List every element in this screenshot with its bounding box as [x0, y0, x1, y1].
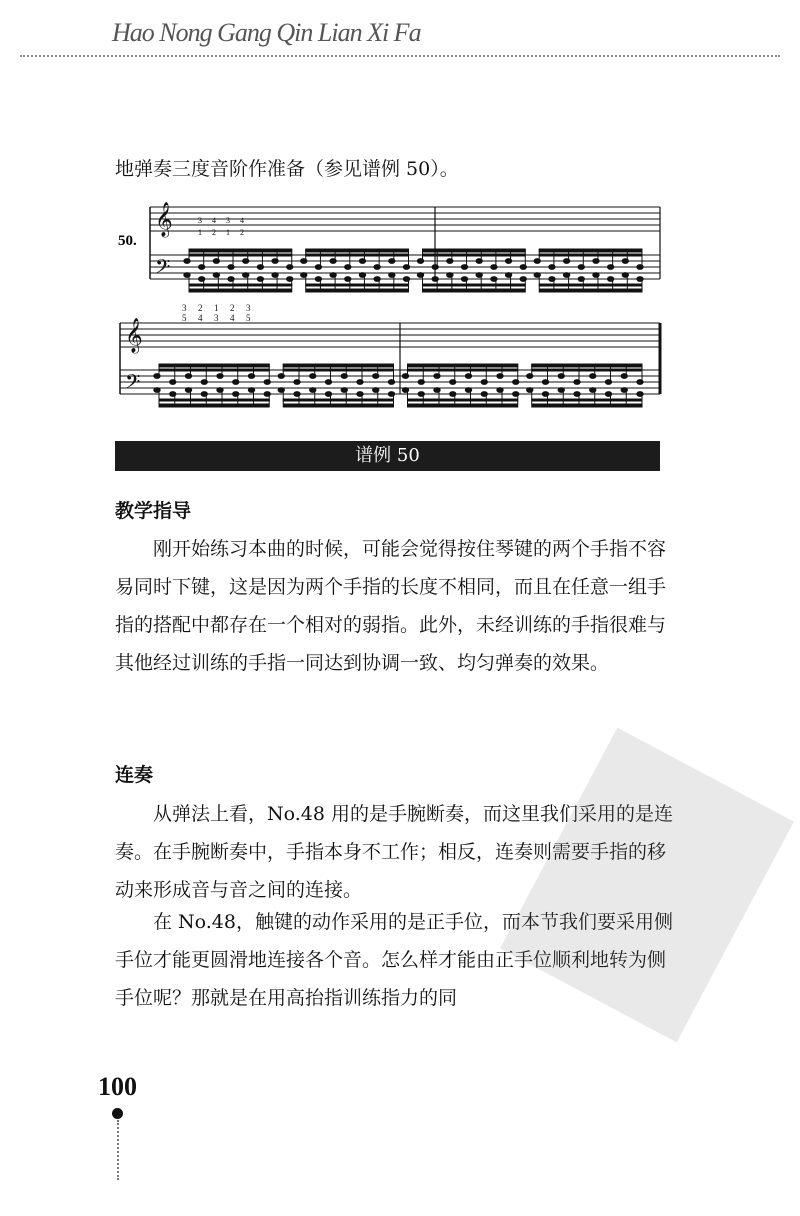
bass-clef-icon: 𝄢	[155, 255, 171, 283]
note-head	[417, 273, 423, 278]
beam	[159, 364, 269, 367]
beam	[306, 249, 409, 252]
note-head	[310, 374, 316, 379]
example-number: 50.	[118, 233, 137, 249]
bass-clef-icon: 𝄢	[125, 370, 141, 398]
note-head	[301, 273, 307, 278]
note-head	[272, 273, 278, 278]
fingering-number: 2	[240, 228, 244, 237]
fingering-number: 3	[246, 303, 251, 313]
note-head	[154, 388, 160, 393]
note-head	[388, 392, 394, 397]
note-head	[170, 392, 176, 397]
beam	[423, 249, 526, 252]
note-head	[341, 388, 347, 393]
fingering-number: 2	[212, 228, 216, 237]
note-head	[622, 273, 628, 278]
note-head	[170, 380, 176, 385]
note-head	[154, 374, 160, 379]
beam	[159, 404, 269, 407]
note-head	[505, 273, 511, 278]
note-head	[549, 265, 555, 270]
note-head	[461, 265, 467, 270]
note-head	[563, 259, 569, 264]
note-head	[513, 380, 519, 385]
fingering-number: 3	[226, 216, 230, 225]
beam	[408, 404, 518, 407]
section-body-legato-1: 从弹法上看，No.48 用的是手腕断奏，而这里我们采用的是连奏。在手腕断奏中，手指本身不工作；相反，连奏则需要手指的移动来形成音与音之间的连接。	[115, 803, 673, 901]
note-head	[257, 277, 263, 282]
beam	[283, 364, 393, 367]
note-head	[374, 277, 380, 282]
note-head	[637, 277, 643, 282]
note-head	[248, 388, 254, 393]
note-head	[527, 388, 533, 393]
fingering-number: 3	[198, 216, 202, 225]
beam	[532, 399, 642, 401]
beam	[539, 254, 642, 256]
note-head	[243, 273, 249, 278]
page-number: 100	[98, 1072, 137, 1101]
note-head	[315, 277, 321, 282]
beam	[532, 404, 642, 407]
beam	[306, 254, 409, 256]
note-head	[357, 392, 363, 397]
note-head	[637, 380, 643, 385]
section-heading-teaching: 教学指导	[115, 500, 192, 522]
page-number-bullet	[112, 1108, 123, 1119]
beam	[532, 369, 642, 371]
note-head	[476, 273, 482, 278]
note-head	[432, 265, 438, 270]
note-head	[310, 388, 316, 393]
note-head	[450, 380, 456, 385]
beam	[408, 364, 518, 367]
note-head	[359, 273, 365, 278]
section-heading-legato: 连奏	[115, 764, 154, 786]
note-head	[287, 277, 293, 282]
note-head	[476, 259, 482, 264]
section-body-legato-2: 在 No.48，触键的动作采用的是正手位，而本节我们要采用侧手位才能更圆滑地连接各个音。怎么样才能由正手位顺利地转为侧手位呢？那就是在用高抬指训练指力的同	[115, 911, 673, 1009]
note-head	[301, 259, 307, 264]
beam	[189, 289, 292, 292]
note-head	[578, 265, 584, 270]
note-head	[558, 388, 564, 393]
note-head	[542, 392, 548, 397]
note-head	[198, 265, 204, 270]
fingering-number: 2	[230, 303, 235, 313]
section-body-teaching: 刚开始练习本曲的时候，可能会觉得按住琴键的两个手指不容易同时下键，这是因为两个手指的长度不相同，而且在任意一组手指的搭配中都存在一个相对的弱指。此外，未经训练的手指很难与其他经过训练的手指一同达到协调一致、均匀弹奏的效果。	[115, 538, 667, 674]
fingering-number: 4	[198, 313, 203, 323]
note-head	[233, 392, 239, 397]
beam	[408, 399, 518, 401]
note-head	[465, 388, 471, 393]
fingering-number: 3	[214, 313, 219, 323]
note-head	[185, 374, 191, 379]
note-head	[264, 392, 270, 397]
note-head	[605, 392, 611, 397]
beam	[423, 254, 526, 256]
beam	[189, 284, 292, 286]
note-head	[184, 259, 190, 264]
note-head	[373, 374, 379, 379]
beam	[189, 254, 292, 256]
note-head	[389, 273, 395, 278]
running-header-title: Hao Nong Gang Qin Lian Xi Fa	[112, 18, 421, 47]
fingering-number: 4	[212, 216, 216, 225]
note-head	[403, 265, 409, 270]
note-head	[228, 265, 234, 270]
note-head	[233, 380, 239, 385]
note-head	[345, 277, 351, 282]
note-head	[605, 380, 611, 385]
fingering-number: 4	[240, 216, 244, 225]
note-head	[325, 380, 331, 385]
example-caption: 谱例 50	[115, 441, 660, 471]
note-head	[434, 388, 440, 393]
note-head	[513, 392, 519, 397]
fingering-number: 5	[182, 313, 187, 323]
note-head	[447, 273, 453, 278]
note-head	[481, 392, 487, 397]
note-head	[622, 259, 628, 264]
note-head	[330, 273, 336, 278]
note-head	[590, 388, 596, 393]
note-head	[481, 380, 487, 385]
note-head	[578, 277, 584, 282]
note-head	[450, 392, 456, 397]
beam	[539, 284, 642, 286]
note-head	[621, 388, 627, 393]
note-head	[593, 273, 599, 278]
note-head	[491, 265, 497, 270]
note-head	[213, 259, 219, 264]
fingering-number: 3	[182, 303, 187, 313]
beam	[423, 284, 526, 286]
note-head	[497, 374, 503, 379]
note-head	[272, 259, 278, 264]
note-head	[434, 374, 440, 379]
note-head	[287, 265, 293, 270]
note-head	[607, 265, 613, 270]
beam	[283, 404, 393, 407]
note-head	[563, 273, 569, 278]
note-head	[264, 380, 270, 385]
note-head	[374, 265, 380, 270]
note-head	[341, 374, 347, 379]
note-head	[574, 380, 580, 385]
note-head	[574, 392, 580, 397]
beam	[423, 289, 526, 292]
note-head	[228, 277, 234, 282]
beam	[283, 399, 393, 401]
beam	[189, 249, 292, 252]
note-head	[257, 265, 263, 270]
note-head	[315, 265, 321, 270]
beam	[159, 369, 269, 371]
note-head	[278, 388, 284, 393]
note-head	[417, 259, 423, 264]
note-head	[590, 374, 596, 379]
margin-dotted-line	[117, 1120, 119, 1180]
note-head	[388, 380, 394, 385]
note-head	[497, 388, 503, 393]
note-head	[373, 388, 379, 393]
note-head	[198, 277, 204, 282]
note-head	[491, 277, 497, 282]
note-head	[447, 259, 453, 264]
note-head	[534, 259, 540, 264]
note-head	[278, 374, 284, 379]
note-head	[558, 374, 564, 379]
beam	[306, 289, 409, 292]
note-head	[593, 259, 599, 264]
note-head	[403, 277, 409, 282]
note-head	[294, 392, 300, 397]
note-head	[542, 380, 548, 385]
note-head	[359, 259, 365, 264]
note-head	[607, 277, 613, 282]
treble-clef-icon: 𝄞	[155, 202, 173, 237]
music-score-example-50	[110, 195, 665, 435]
note-head	[520, 277, 526, 282]
note-head	[534, 273, 540, 278]
note-head	[465, 374, 471, 379]
beam	[408, 369, 518, 371]
note-head	[201, 392, 207, 397]
note-head	[357, 380, 363, 385]
note-head	[549, 277, 555, 282]
note-head	[184, 273, 190, 278]
fingering-number: 4	[230, 313, 235, 323]
note-head	[402, 388, 408, 393]
note-head	[325, 392, 331, 397]
note-head	[345, 265, 351, 270]
note-head	[461, 277, 467, 282]
note-head	[294, 380, 300, 385]
note-head	[418, 380, 424, 385]
beam	[532, 364, 642, 367]
beam	[283, 369, 393, 371]
note-head	[330, 259, 336, 264]
fingering-number: 1	[198, 228, 202, 237]
note-head	[418, 392, 424, 397]
note-head	[213, 273, 219, 278]
note-head	[248, 374, 254, 379]
note-head	[243, 259, 249, 264]
header-rule	[20, 55, 780, 57]
intro-text: 地弹奏三度音阶作准备（参见谱例 50）。	[115, 158, 459, 180]
note-head	[637, 265, 643, 270]
note-head	[389, 259, 395, 264]
fingering-number: 1	[226, 228, 230, 237]
note-head	[520, 265, 526, 270]
note-head	[201, 380, 207, 385]
note-head	[185, 388, 191, 393]
beam	[306, 284, 409, 286]
note-head	[217, 388, 223, 393]
note-head	[432, 277, 438, 282]
note-head	[637, 392, 643, 397]
note-head	[402, 374, 408, 379]
fingering-number: 5	[246, 313, 251, 323]
note-head	[505, 259, 511, 264]
note-head	[217, 374, 223, 379]
fingering-number: 1	[214, 303, 219, 313]
beam	[159, 399, 269, 401]
beam	[539, 249, 642, 252]
note-head	[621, 374, 627, 379]
beam	[539, 289, 642, 292]
fingering-number: 2	[198, 303, 203, 313]
treble-clef-icon: 𝄞	[125, 318, 143, 353]
note-head	[527, 374, 533, 379]
